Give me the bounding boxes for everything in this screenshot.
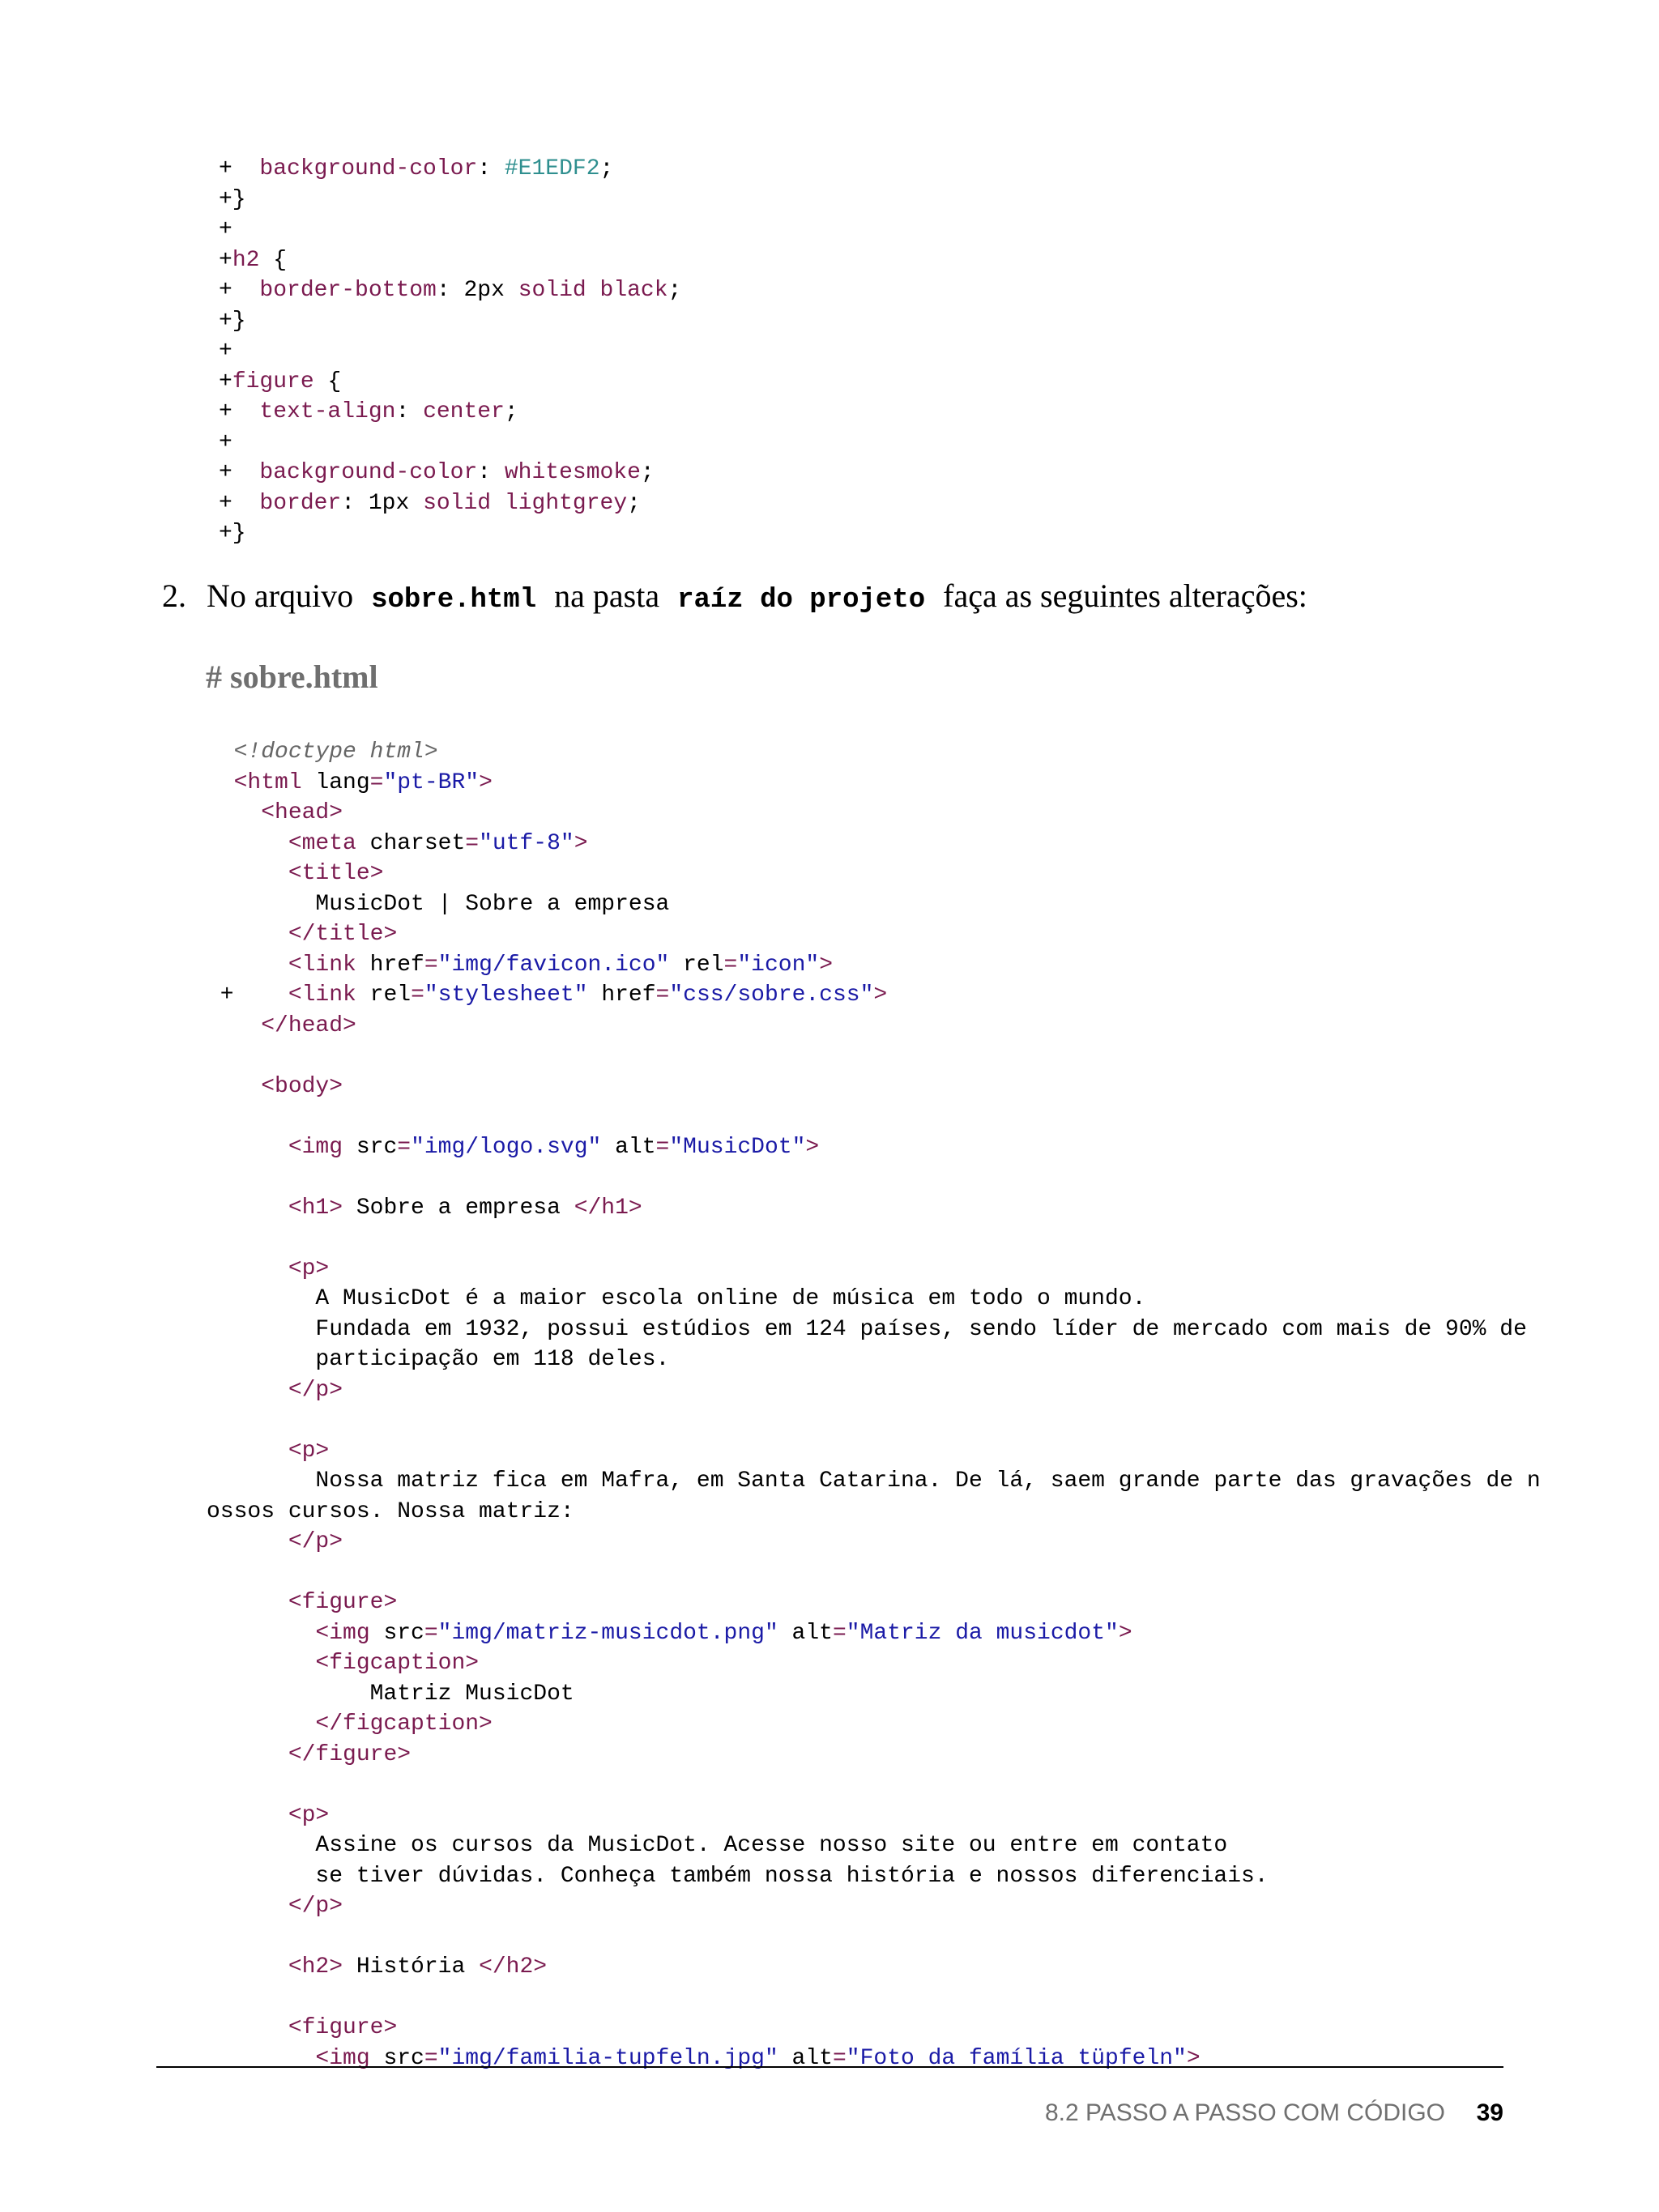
html-token [207, 770, 234, 795]
html-token: <h2> [288, 1954, 343, 1980]
css-token: center [423, 399, 505, 424]
html-token: = [723, 952, 738, 978]
css-token: text-align [259, 399, 396, 424]
html-token: = [832, 1620, 847, 1646]
css-token: ; [504, 399, 518, 424]
html-line [207, 1709, 1541, 1740]
html-line [207, 1375, 1541, 1406]
html-token: <figure> [288, 1590, 398, 1615]
html-token [207, 1711, 315, 1737]
html-token: alt [601, 1134, 656, 1160]
html-token: <!doctype html> [233, 739, 438, 765]
html-token: Sobre a empresa [343, 1195, 574, 1221]
css-token: + [219, 429, 232, 455]
html-line [207, 1861, 1541, 1892]
css-token: { [313, 369, 342, 394]
html-token: = [424, 1620, 438, 1646]
html-token: "utf-8" [479, 830, 574, 856]
html-token: Fundada em 1932, possui estúdios em 124 países, sendo líder de mercado com mais de 90% de [207, 1316, 1527, 1342]
css-line [219, 367, 681, 398]
css-line [219, 397, 681, 428]
html-token: lang [301, 769, 370, 795]
step-file-code: sobre.html [371, 585, 537, 616]
html-token: <title> [288, 861, 384, 886]
html-token [207, 1378, 288, 1403]
html-token: </p> [288, 1529, 343, 1554]
html-token: alt [778, 2045, 833, 2071]
html-token: <body> [261, 1073, 343, 1099]
html-token: <p> [288, 1255, 330, 1281]
css-token: ; [667, 278, 682, 303]
html-token: "pt-BR" [383, 769, 480, 795]
page-number: 39 [1476, 2099, 1503, 2126]
html-token: "MusicDot" [669, 1134, 806, 1160]
css-token: { [259, 247, 288, 273]
html-token: Nossa matriz fica em Mafra, em Santa Catarina. De lá, saem grande parte das gravações de n [207, 1468, 1541, 1494]
css-token: : [477, 460, 505, 485]
html-token: > [479, 769, 493, 795]
html-line [207, 1223, 1541, 1254]
html-token: = [369, 769, 384, 795]
html-token: alt [778, 1620, 833, 1646]
html-token: <html [233, 769, 302, 795]
html-line [207, 1527, 1541, 1558]
html-code-block [207, 737, 1541, 2073]
html-token: src [369, 2045, 424, 2071]
html-token: > [873, 982, 888, 1008]
html-token [207, 953, 288, 978]
html-token [207, 1651, 315, 1676]
html-token: <head> [261, 800, 343, 825]
html-token: <link [288, 952, 356, 978]
css-token [586, 278, 600, 303]
html-token: "Matriz da musicdot" [846, 1620, 1119, 1646]
html-line [207, 1831, 1541, 1861]
css-token: + [219, 339, 232, 364]
html-token: </p> [288, 1894, 343, 1919]
css-token: +} [219, 186, 246, 212]
html-token: <figure> [288, 2015, 398, 2040]
footer-section-title: 8.2 PASSO A PASSO COM CÓDIGO [1044, 2099, 1445, 2126]
html-line [207, 1072, 1541, 1102]
css-token: + [219, 156, 260, 181]
instruction-step [162, 577, 1307, 616]
html-token [207, 1803, 288, 1828]
html-token: > [805, 1134, 820, 1160]
css-token: + [219, 460, 260, 485]
html-line [207, 950, 1541, 981]
html-token [207, 1074, 261, 1099]
html-line [207, 1618, 1541, 1649]
html-token: = [655, 1134, 670, 1160]
css-token: : 1px [341, 490, 424, 516]
css-token: solid [518, 278, 586, 303]
step-text-middle: na pasta [554, 578, 660, 614]
html-line [207, 1770, 1541, 1801]
html-line [207, 1041, 1541, 1072]
html-token [207, 1894, 288, 1919]
css-token: + [219, 217, 232, 242]
html-line [207, 1405, 1541, 1436]
html-token: > [1118, 1620, 1132, 1646]
html-line [207, 980, 1541, 1011]
css-line [219, 518, 681, 549]
html-token: "css/sobre.css" [669, 982, 874, 1008]
css-token: whitesmoke [504, 460, 641, 485]
html-token: ossos cursos. Nossa matriz: [207, 1498, 574, 1524]
css-token: ; [627, 490, 641, 516]
html-token: > [1186, 2045, 1201, 2071]
css-token: lightgrey [504, 490, 628, 516]
css-token: + [219, 247, 232, 273]
html-token: <img [288, 1134, 343, 1160]
html-token: = [832, 2045, 847, 2071]
html-line [207, 1254, 1541, 1285]
css-token: black [599, 278, 668, 303]
css-token: background-color [259, 460, 478, 485]
html-token: <img [315, 1620, 370, 1646]
html-token: = [424, 2045, 438, 2071]
css-token: : 2px [436, 278, 518, 303]
html-token: + [207, 982, 288, 1008]
html-token: Matriz MusicDot [207, 1681, 574, 1707]
html-token: href [356, 952, 424, 978]
html-token [207, 1256, 288, 1281]
css-line [219, 428, 681, 458]
html-token: = [465, 830, 480, 856]
css-token: border-bottom [259, 278, 437, 303]
css-token: ; [599, 156, 614, 181]
html-line [207, 2044, 1541, 2074]
css-line [219, 488, 681, 519]
html-token: "stylesheet" [424, 982, 588, 1008]
file-heading: # sobre.html [206, 658, 378, 695]
html-line [207, 1952, 1541, 1983]
html-line [207, 768, 1541, 799]
html-token [207, 861, 288, 886]
css-token: figure [232, 369, 314, 394]
html-token: <link [288, 982, 356, 1008]
html-token [207, 1590, 288, 1615]
html-line [207, 1011, 1541, 1042]
html-token [207, 1196, 288, 1221]
html-token: se tiver dúvidas. Conheça também nossa história e nossos diferenciais. [207, 1863, 1269, 1889]
html-line [207, 1315, 1541, 1345]
html-token: Assine os cursos da MusicDot. Acesse nosso site ou entre em contato [207, 1833, 1228, 1858]
html-token: rel [669, 952, 724, 978]
html-token: <figcaption> [315, 1651, 480, 1676]
css-token: ; [640, 460, 655, 485]
html-token: participação em 118 deles. [207, 1347, 670, 1372]
html-line [207, 1466, 1541, 1497]
html-token: "Foto da família tüpfeln" [846, 2045, 1187, 2071]
html-token: </figcaption> [315, 1711, 493, 1737]
html-token [207, 1438, 288, 1464]
html-line [207, 1891, 1541, 1922]
css-line [219, 215, 681, 245]
css-token: + [219, 369, 232, 394]
html-line [207, 1588, 1541, 1618]
html-line [207, 1497, 1541, 1528]
css-token: + [219, 399, 260, 424]
html-line [207, 1922, 1541, 1953]
html-token [207, 1529, 288, 1554]
html-token [207, 1621, 315, 1646]
html-line [207, 1193, 1541, 1224]
html-token: > [574, 830, 588, 856]
html-token: <img [315, 2045, 370, 2071]
html-token: href [587, 982, 656, 1008]
css-token: +} [219, 308, 246, 334]
css-token: background-color [259, 156, 478, 181]
html-line [207, 859, 1541, 889]
html-token: <h1> [288, 1195, 343, 1221]
html-token [207, 1954, 288, 1980]
html-token: = [655, 982, 670, 1008]
html-line [207, 1648, 1541, 1679]
html-token: <p> [288, 1438, 330, 1464]
css-token: solid [423, 490, 492, 516]
css-line [219, 275, 681, 306]
html-token [207, 1742, 288, 1767]
html-token [207, 2015, 288, 2040]
css-line [219, 245, 681, 276]
html-token: </h1> [574, 1195, 642, 1221]
html-token: </title> [288, 922, 398, 947]
css-line [219, 154, 681, 185]
html-token [207, 739, 234, 765]
html-line [207, 1801, 1541, 1831]
html-line [207, 919, 1541, 950]
html-line [207, 798, 1541, 829]
css-token: #E1EDF2 [504, 156, 600, 181]
html-token: "icon" [737, 952, 820, 978]
html-line [207, 2013, 1541, 2044]
step-number: 2. [162, 578, 186, 614]
html-token: "img/familia-tupfeln.jpg" [437, 2045, 778, 2071]
html-token: charset [356, 830, 466, 856]
html-line [207, 1284, 1541, 1315]
html-line [207, 1740, 1541, 1771]
html-line [207, 889, 1541, 920]
html-token: src [343, 1134, 398, 1160]
css-token: +} [219, 521, 246, 546]
html-line [207, 1102, 1541, 1132]
html-token: História [343, 1954, 480, 1980]
html-token [207, 1013, 261, 1038]
html-token: </head> [261, 1012, 356, 1038]
html-line [207, 737, 1541, 768]
step-text-before: No arquivo [207, 578, 354, 614]
css-token [491, 491, 505, 516]
html-token: > [819, 952, 833, 978]
html-token: = [397, 1134, 412, 1160]
html-line [207, 829, 1541, 859]
html-token: MusicDot | Sobre a empresa [207, 891, 670, 917]
html-token [207, 831, 288, 856]
css-token: + [219, 490, 260, 516]
html-token [207, 922, 288, 947]
html-line [207, 1436, 1541, 1467]
html-token: = [411, 982, 424, 1008]
css-token: + [219, 278, 260, 303]
html-line [207, 1162, 1541, 1193]
html-token: <p> [288, 1802, 330, 1828]
html-token: "img/logo.svg" [411, 1134, 602, 1160]
css-line [219, 336, 681, 367]
css-token: h2 [232, 247, 260, 273]
step-text-after: faça as seguintes alterações: [943, 578, 1307, 614]
footer-divider [156, 2066, 1503, 2068]
html-line [207, 1983, 1541, 2014]
html-token: "img/favicon.ico" [437, 952, 670, 978]
css-diff-code-block [219, 154, 681, 549]
html-token: </figure> [288, 1741, 412, 1767]
html-token [207, 1135, 288, 1160]
html-token: = [424, 952, 438, 978]
css-line [219, 185, 681, 215]
html-line [207, 1132, 1541, 1163]
html-line [207, 1558, 1541, 1588]
html-token: "img/matriz-musicdot.png" [437, 1620, 778, 1646]
html-token: src [369, 1620, 424, 1646]
css-line [219, 458, 681, 488]
step-folder-code: raíz do projeto [677, 585, 926, 616]
html-line [207, 1679, 1541, 1710]
html-token: A MusicDot é a maior escola online de música em todo o mundo. [207, 1286, 1146, 1311]
html-line [207, 1345, 1541, 1375]
css-token: border [259, 490, 342, 516]
html-token: <meta [288, 830, 356, 856]
html-token [207, 800, 261, 825]
css-token: : [477, 156, 505, 181]
html-token: </h2> [479, 1954, 548, 1980]
css-token: : [395, 399, 424, 424]
css-line [219, 306, 681, 337]
html-token: rel [356, 982, 412, 1008]
html-token: </p> [288, 1377, 343, 1403]
